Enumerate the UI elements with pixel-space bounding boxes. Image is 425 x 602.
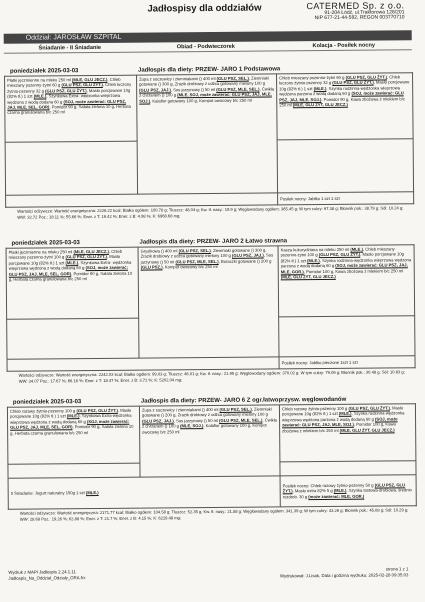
diet-date: poniedziałek 2025-03-03 <box>11 239 80 247</box>
second-breakfast-label <box>7 357 279 371</box>
meal-cell-dinner: Kasza kukurydziana na mleku 250 ml (MLE.), Chleb mieszany pszenno-żytni 100 g (GLU PSZ, GLU ŻYT.), Masło porcjowane 10g (82% tł.) 1 szt (MLE.), Szynka rodzinna-wędzonka wieprzowa wędzona parzona z wodą dodaną 60 g (SOJ, może zawierać: GLU PSZ, JAJ, MLE, GOR.), Pomidor 100 g, Kawa zbożowa z mlekiem b/c 250 ml (MLE, GLU ŻYT, GLU JECZ.) <box>278 245 415 317</box>
meal-header-lunch: Obiad - Podwieczorek <box>176 43 235 51</box>
meal-cell-empty <box>8 463 140 478</box>
company-address: 91-204 Łódź, ul.Traktorowa 126/201 <box>324 9 405 17</box>
diet-date: poniedziałek 2025-03-03 <box>9 67 79 75</box>
meal-cell-empty <box>7 318 139 359</box>
second-breakfast-label <box>6 193 278 207</box>
company-stamp <box>306 0 404 22</box>
nutrition-values: Wartości odżywcze: Wartość energetyczna: 2242.03 kcal; Białko ogółem: 99.03 g; Tłuszcz: 46.01 g; Kw. tł. nasy.: 21.95 g; Węglowodany ogółem: 370.02 g; W tym cukry: 79.09 g; Błonnik pok.: 30.48 g; Sól: 10.83 g; WW: 34.07 Poz.: 17.67 %; 66.16 %; Ener. z T: 18.47 %; Ener. z B: 3.72 %; K: 5202.04 mg; <box>18 369 405 384</box>
diet-title: Jadłospis dla diety: PRZEW- JARO 6 Z ogr.łatwoprzysw. węglowodanów <box>140 396 347 405</box>
meal-cell-breakfast: Płatki jęczmienne na mleku 250 ml (MLE, GLU JECZ.), Chleb mieszany pszenny-żytni 60 g (GLU PSZ, GLU ŻYT.), Chleb łuczony żytnio-pszenny 32 g (GLU PSZ, GLU ŻYT.), Masło porcjowane 10g (82% tł.) 1 szt (MLE.), Szynkowa Extra- wędzonka wieprzowa wędzona z wodą dodana 60 g (SOJ, może zawierać: GLU PSZ, JAJ, MLE, SEL, GOR), Pomidor 90 g, Sałata zielona 10 g, Herbata czarna granulowana b/c 250 ml <box>5 75 138 142</box>
meal-table <box>4 72 414 208</box>
meal-cell-lunch: Grysikowa () 400 ml (GLU PSZ, SEL.), Ziemniaki gotowane () 300 g, Zrazik drobiowy z udźca gotowany mielony 100 g (GLU PSZ, JAJ.), Sos jarzynowy () 50 ml (GLU PSZ, MLE, SEL.), Buraczki gotowane () 200 g (GLU PSZ.), Kompot owocowy b/c 250 ml <box>138 246 279 358</box>
meal-table <box>7 403 417 510</box>
meal-cell-lunch: Zupa z soczewicy i ziemniakami () 400 ml (GLU PSZ, SEL.), Ziemniaki gotowane () 200 g, Zrazik drobiowy z udźca gotowany mielony 100 g (GLU PSZ, JAJ.), Sos jarzynowy () 50 ml (GLU PSZ, MLE, SEL.), Ćwikła z chrzanem () 100 g (MLE, SOJ.), Kalafior gotowany 100 g, Kompot owocowy b/c 250 ml <box>139 405 280 477</box>
company-tax-ids: NIP 677-21-44-582, REGON 003770710 <box>314 14 405 22</box>
footer-report-file: Jadłospis_Na_Oddział_Odziały_ORA.frx <box>8 574 86 581</box>
meal-header-breakfast: Śniadanie - II Śniadanie <box>38 44 102 52</box>
diet-title: Jadłospis dla diety: PRZEW- JARO 1 Podstawowa <box>137 65 281 74</box>
footer-right <box>280 566 409 578</box>
meal-cell-breakfast: Chleb razowy żytnio-pszenny 100 g (GLU PSZ, GLU ŻYT.), Masło porcjowane 10g (82% tł.) 1 szt (MLE.), Szynkowa Extra-wędzonka wieprzowa wędzona z wodą dodaną 60 g (SOJ, może zawierać: GLU PSZ, JAJ, MLE, SEL, GOR), Pomidor 90 g, Sałata zielona 10 g, Herbata czarna granulowana b/c 250 ml <box>7 406 139 464</box>
meal-cell-dinner: Chleb razowy żytnio-pszenny 100 g (GLU PSZ, GLU ŻYT.), Masło porcjowane 10g (82% tł.) 1 szt (MLE.), Szynka rodzinna-wędzonka wieprzowa wędzona parzona z wodą dodaną 60 g (SOJ, może zawierać: GLU PSZ, JAJ, MLE, SOJ.), Pomidor 100 g, Kawa zbożowa z mlekiem b/c 250 ml (MLE, GLU ŻYT, GLU JECZ.) <box>279 404 415 462</box>
diet-date: poniedziałek 2025-03-03 <box>12 398 82 406</box>
meal-cell-empty <box>279 316 415 357</box>
night-snack-label: Posiłek nocny: Jabłko pieczone 1szt 1 szt <box>279 356 415 369</box>
footer-software: Wydruk z MAPI Jadłospis 2.24.1.11 <box>8 569 76 575</box>
meal-header-dinner: Kolacja - Posiłek nocny <box>312 42 376 50</box>
nutrition-values: Wartości odżywcze: Wartość energetyczna: 2171.77 kcal; Białko ogółem: 104.58 g; Tłuszcz: 52.35 g; Kw. tł. nasy.: 21.88 g; Węglowodany ogółem: 341.39 g; W tym cukry: 43.26 g; Błonnik pok.: 45.08 g; Sól: 10.29 g; WW: 28.68 Poz.: 19.26 %; 62.88 %; Ener. z T: 21.7 %; Ener. z B: 4.15 %; K: 6219.48 mg; <box>19 507 409 522</box>
print-info: Wydrukował: J.Lisak, Data i godzina wydruku: 2025-02-28 09:35:03 <box>279 571 409 579</box>
nutrition-values: Wartości odżywcze: Wartość energetyczna: 2226.22 kcal; Białko ogółem: 100.78 g; Tłuszcz: 48.04 g; Kw. tł. nasy.: 19.9 g; Węglowodany ogółem: 365.45 g; W tym cukry: 67.38 g; Błonnik pok.: 38.79 g; Sól: 10.24 g; WW: 32.72 Poz.: 18.11 %; 55.66 %; Ener. z T: 19.42 %; Ener. z B: 4.98 %; K: 6968.68 mg; <box>17 205 404 220</box>
diet-title: Jadłospis dla diety: PRZEW- JARO 2 Łatwo strawna <box>139 237 288 246</box>
diet-block <box>5 235 414 384</box>
diet-block <box>7 394 416 522</box>
night-snack-label: Posiłek nocny: Jabłko 1 szt 1 szt <box>278 192 414 205</box>
diet-block <box>4 63 413 220</box>
company-name: CATERMED Sp. z o.o. <box>306 0 405 12</box>
page-title: Jadłospisy dla oddziałów <box>147 2 262 15</box>
meal-cell-dinner: Chleb mieszany pszenno-żytni 60 g (GLU PSZ, GLU ŻYT.), Chleb łuczony żytnio-pszenny 32 g (GLU PSZ, GLU ŻYT.), Masło porcjowane 10g (82% tł.) 1 szt (MLE.), Szynka rodzinna-wędzonka wieprzowa wędzona parzona z wodą dodaną 60 g (SOJ, może zawierać: GLU PSZ, JAJ, MLE, SOJ.), Pomidor 90 g, Kawa zbożowa z mlekiem b/c 250 ml (MLE, GLU ŻYT, GLU JECZ.) <box>277 73 414 140</box>
department-bar: Oddział: JAROSŁAW SZPITAL <box>4 30 412 44</box>
meal-cell-breakfast: Płatki jęczmienne na mleku 250 ml (MLE, GLU JECZ.), Chleb mieszany pszenno-żytni 100 g (GLU PSZ, GLU ŻYT.), Masło porcjowane 10g (82% tł.) 1 szt (MLE.), Szynkowa Extra- wędzonka wieprzowa wędzona z wodą dodaną 60 g (SOJ, może zawierać: GLU PSZ, JAJ, MLE, SEL, GOR), Pomidor 90 g, Sałata zielona 10 g, Herbata czarna granulowana b/c 250 ml <box>6 247 139 319</box>
meal-cell-lunch: Zupa z soczewicy i ziemniakami () 400 ml (GLU PSZ, SEL.), Ziemniaki gotowane () 300 g, Zrazik drobiowy z udźca gotowany mielony 100 g (GLU PSZ, JAJ.), Sos jarzynowy () 50 ml (GLU PSZ, MLE, SEL.), Ćwikła z chrzanem () 100 g (MLE, SOJ, może zawierać: GLU PSZ, JAJ, MLE, SOJ.), Kalafior gotowany 100 g, Kompot owocowy b/c 250 ml <box>137 74 278 194</box>
meal-cell-empty <box>5 141 137 195</box>
page-number: strona 1 z 1 <box>385 566 409 572</box>
meal-table <box>6 244 416 372</box>
night-snack-label: Posiłek nocny: Chleb razowy żytnio-pszenny 50 g (GLU PSZ, GLU ŻYT.), Masło extra 82% 5 g (MLE.), Szynka tostowa-drobiowa, średnio rozdrob. 30 g (może zawierać: MLE, GOR.) <box>280 475 416 507</box>
meal-cell-empty <box>277 139 413 193</box>
page-footer <box>8 566 416 581</box>
meal-cell-empty <box>280 461 416 476</box>
second-breakfast-label: II Śniadanie: Jogurt naturalny 150g 1 szt (MLE.) <box>8 476 280 509</box>
